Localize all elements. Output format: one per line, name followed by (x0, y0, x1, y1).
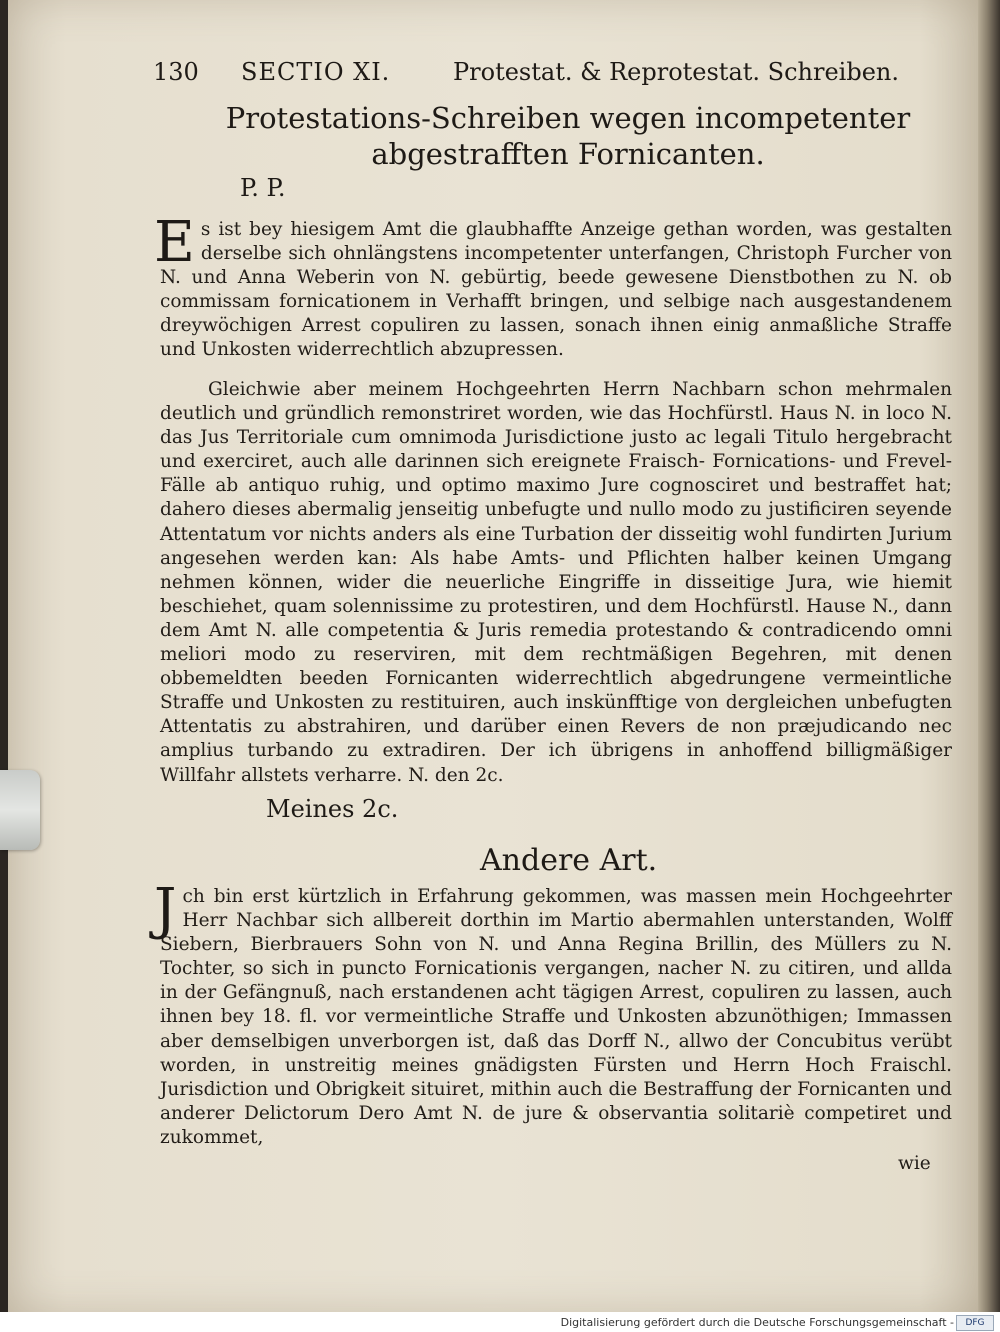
section-label: SECTIO XI. (241, 58, 391, 86)
catchword: wie (898, 1153, 931, 1174)
funding-note: Digitalisierung gefördert durch die Deutsche Forschungsgemeinschaft - (560, 1316, 954, 1329)
book-page (8, 0, 978, 1312)
paragraph-2: Gleichwie aber meinem Hochgeehrten Herrn Nachbarn schon mehrmalen deutlich und gründlich remonstriret worden, wie das Hochfürstl. Haus N. in loco N. das Jus Territoriale cum omnimoda Jurisdictione justo ac legali Titulo hergebracht und exerciret, auch alle darinnen sich ereignete Fraisch- Fornications- und Frevel-Fälle ab antiquo ruhig, und optimo maximo Jure cognosciret und bestraffet hat; dahero dieses abermalig jenseitig unbefugte und nullo modo zu justificiren seyende Attentatum vor nichts anders als eine Turbation der disseitig wohl fundirten Jurium angesehen werden kan: Als habe Amts- und Pflichten halber keinen Umgang nehmen können, wider die neuerliche Eingriffe in disseitige Jura, wie hiemit beschiehet, quam solennissime zu protestiren, und dem Hochfürstl. Hause N., dann dem Amt N. alle competentia & Juris remedia protestando & contradicendo omni meliori modo zu reserviren, mit dem rechtmäßigen Begehren, mit denen obbemeldten beeden Fornicanten widerrechtlich abgedrungene vermeintliche Straffe und Unkosten zu restituiren, auch inskünfftige von dergleichen unbefugten Attentatis zu abstrahiren, und darüber einen Revers de non præjudicando nec amplius turbando zu extradiren. Der ich übrigens in anhoffend billigmäßiger Willfahr allstets verharre. N. den 2c. (160, 379, 952, 786)
initial-letter: J (154, 877, 177, 942)
book-clip (0, 770, 40, 850)
running-header (153, 58, 953, 94)
dfg-logo-icon: DFG (956, 1315, 994, 1331)
paragraph-1 (154, 210, 952, 363)
page-number: 130 (153, 58, 199, 86)
document-title: Protestations-Schreiben wegen incompetenter abgestrafften Fornicanten. (225, 101, 911, 171)
salutation: P. P. (240, 174, 286, 202)
section-subtitle: Andere Art. (480, 843, 658, 878)
footer-bar (0, 1312, 1000, 1332)
paragraph-3-text: ch bin erst kürtzlich in Erfahrung gekommen, was massen mein Hochgeehrter Herr Nachbar sich allbereit dorthin im Martio abermahlen unterstanden, Wolff Siebern, Bierbrauers Sohn von N. und Anna Regina Brillin, des Müllers zu N. Tochter, so sich in puncto Fornicationis vergangen, nacher N. zu citiren, und allda in der Gefängnuß, nach erstandenen acht tägigen Arrest, copuliren zu lassen, auch ihnen bey 18. fl. vor vermeintliche Straffe und Unkosten abzunöthigen; Immassen aber demselbigen unverborgen ist, daß das Dorff N., allwo der Concubitus verübt worden, in unstreitig meines gnädigsten Fürsten und Herrn Hoch Fraischl. Jurisdiction und Obrigkeit situiret, mithin auch die Bestraffung der Fornicanten und anderer Delictorum Dero Amt N. de jure & observantia solitariè competiret und zukommet, (160, 886, 952, 1148)
paragraph-3 (154, 877, 952, 1150)
paragraph-1-text: s ist bey hiesigem Amt die glaubhaffte Anzeige gethan worden, was gestalten derselbe sich ohnlängstens incompetenter unterfangen, Christoph Furcher von N. und Anna Weberin von N. gebürtig, beede gewesene Dienstbothen zu N. ob commissam fornicationem in Verhafft bringen, und selbige nach ausgestandenem dreywöchigen Arrest copuliren zu lassen, sonach ihnen einig anmaßliche Straffe und Unkosten widerrechtlich abzupressen. (160, 219, 952, 361)
page-edge (978, 0, 1000, 1312)
running-title: Protestat. & Reprotestat. Schreiben. (453, 58, 900, 86)
initial-letter: E (154, 210, 195, 275)
closing-formula: Meines 2c. (266, 795, 399, 823)
